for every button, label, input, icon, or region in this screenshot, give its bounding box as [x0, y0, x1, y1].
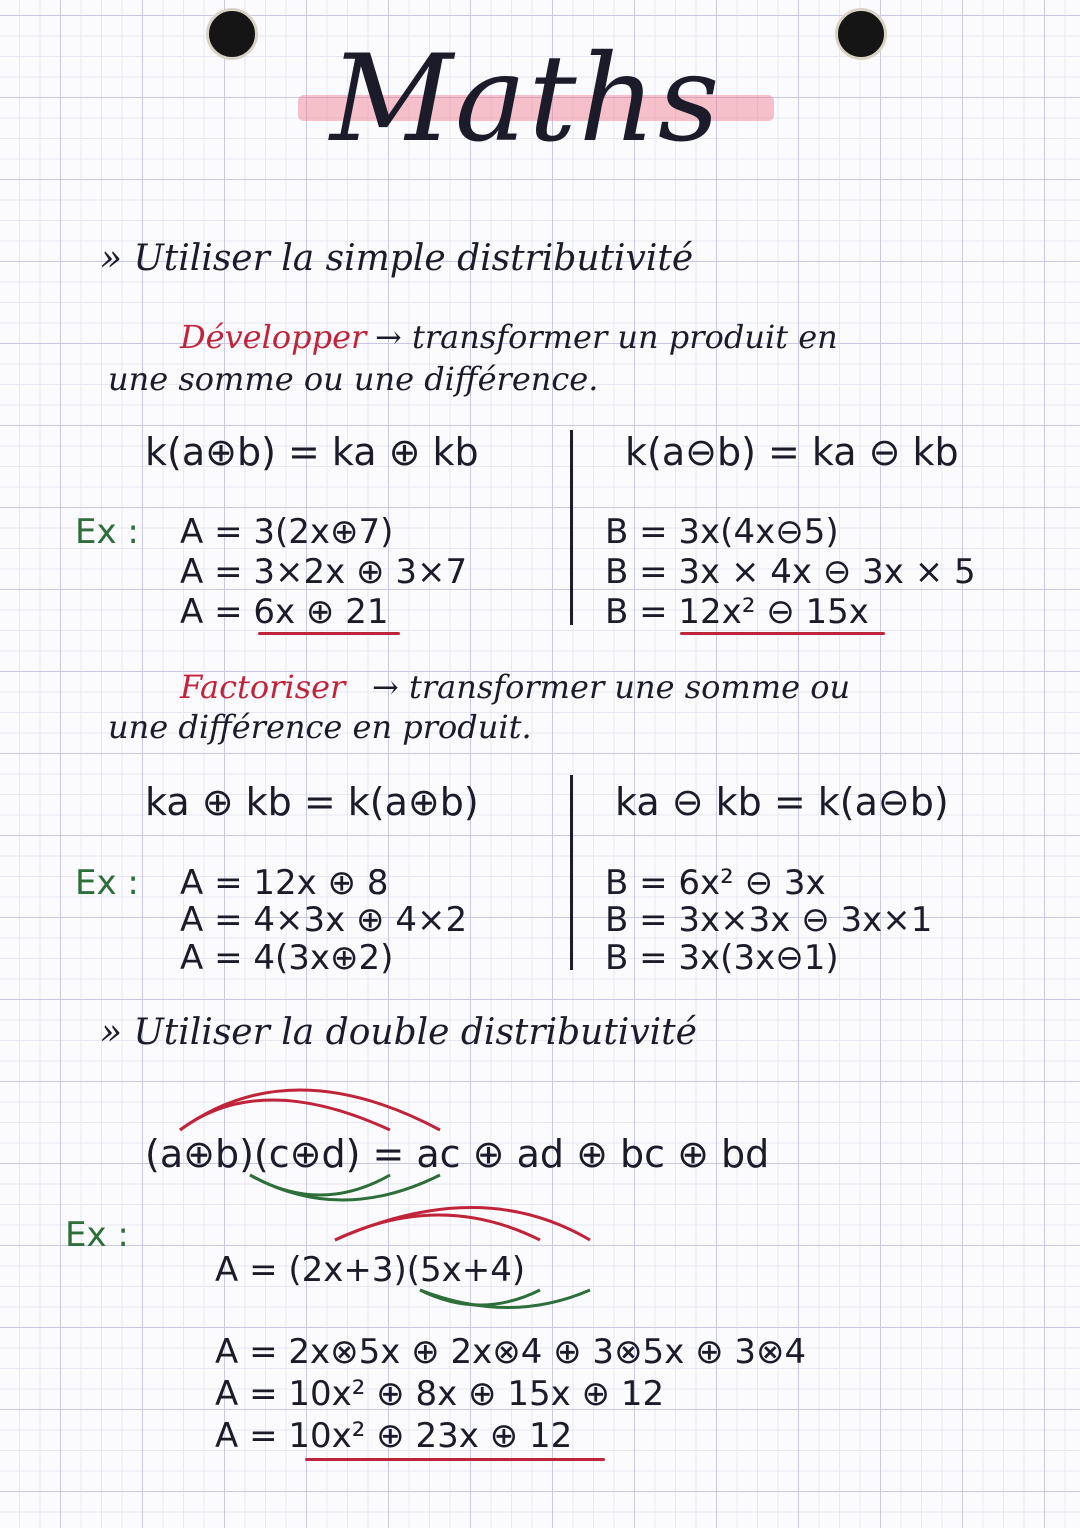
double-formula: (a⊕b)(c⊕d) = ac ⊕ ad ⊕ bc ⊕ bd: [145, 1132, 770, 1176]
develop-formula-right: k(a⊖b) = ka ⊖ kb: [625, 430, 959, 474]
double-result-underline: [305, 1458, 605, 1461]
double-line-2: A = 2x⊗5x ⊕ 2x⊗4 ⊕ 3⊗5x ⊕ 3⊗4: [215, 1332, 807, 1372]
develop-left-line-1: A = 3(2x⊕7): [180, 512, 394, 552]
factor-term: Factoriser: [180, 668, 346, 706]
develop-divider: [570, 430, 573, 625]
develop-right-result-underline: [680, 632, 885, 635]
factor-left-line-3: A = 4(3x⊕2): [180, 938, 394, 978]
develop-left-line-2: A = 3×2x ⊕ 3×7: [180, 552, 468, 592]
factor-formula-right: ka ⊖ kb = k(a⊖b): [615, 780, 949, 824]
develop-right-line-3: B = 12x² ⊖ 15x: [605, 592, 869, 632]
double-line-3: A = 10x² ⊕ 8x ⊕ 15x ⊕ 12: [215, 1374, 665, 1414]
section-title-double: » Utiliser la double distributivité: [100, 1012, 697, 1053]
section-title-simple: » Utiliser la simple distributivité: [100, 238, 694, 279]
factor-formula-left: ka ⊕ kb = k(a⊕b): [145, 780, 479, 824]
binder-hole-right: [835, 8, 887, 60]
develop-right-line-2: B = 3x × 4x ⊖ 3x × 5: [605, 552, 976, 592]
factor-definition-2: une différence en produit.: [108, 708, 532, 746]
page-title: Maths: [330, 30, 722, 169]
develop-example-label: Ex :: [75, 512, 139, 552]
develop-definition-1: → transformer un produit en: [375, 318, 838, 356]
develop-left-result-underline: [258, 632, 400, 635]
factor-right-line-1: B = 6x² ⊖ 3x: [605, 863, 826, 903]
double-example-label: Ex :: [65, 1215, 129, 1255]
double-line-4: A = 10x² ⊕ 23x ⊕ 12: [215, 1416, 573, 1456]
factor-example-label: Ex :: [75, 863, 139, 903]
factor-right-line-3: B = 3x(3x⊖1): [605, 938, 839, 978]
develop-formula-left: k(a⊕b) = ka ⊕ kb: [145, 430, 479, 474]
factor-definition-1: → transformer une somme ou: [372, 668, 851, 706]
develop-left-line-3: A = 6x ⊕ 21: [180, 592, 389, 632]
develop-term: Développer: [180, 318, 367, 356]
develop-definition-2: une somme ou une différence.: [108, 360, 599, 398]
factor-right-line-2: B = 3x×3x ⊖ 3x×1: [605, 900, 933, 940]
binder-hole-left: [206, 8, 258, 60]
factor-left-line-1: A = 12x ⊕ 8: [180, 863, 389, 903]
factor-divider: [570, 775, 573, 970]
double-line-1: A = (2x+3)(5x+4): [215, 1250, 526, 1290]
develop-right-line-1: B = 3x(4x⊖5): [605, 512, 839, 552]
factor-left-line-2: A = 4×3x ⊕ 4×2: [180, 900, 468, 940]
